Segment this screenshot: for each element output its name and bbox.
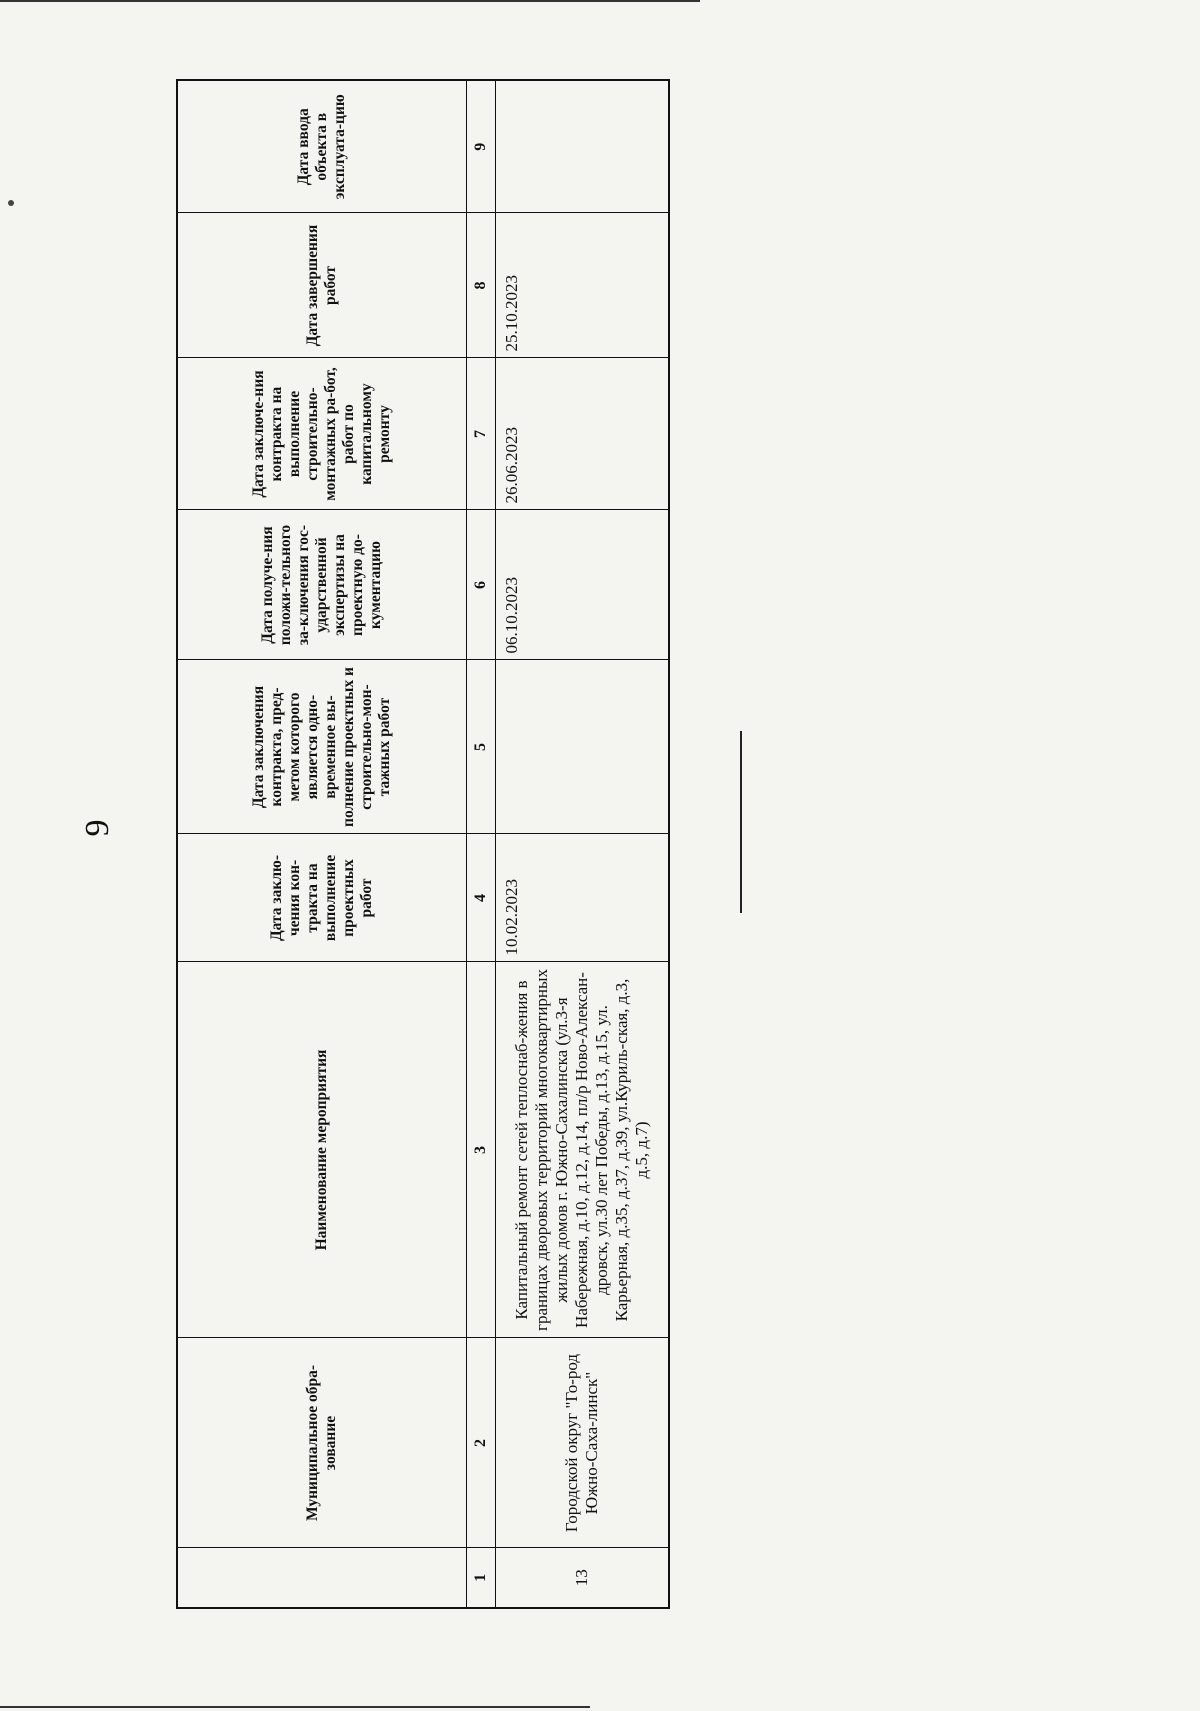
construction-contract-date-cell: 26.06.2023	[496, 358, 670, 510]
header-combined-contract-date: Дата заключения контракта, пред-метом которого является одно-временное вы-полнение проектных и строительно-мон-тажных работ	[177, 660, 467, 834]
scan-edge-top	[0, 0, 700, 2]
column-number: 6	[467, 510, 496, 660]
header-completion-date: Дата завершения работ	[177, 213, 467, 358]
row-number: 13	[496, 1548, 670, 1608]
header-cell-1	[177, 1548, 467, 1608]
table-row	[496, 80, 670, 1608]
completion-date-cell: 25.10.2023	[496, 213, 670, 358]
column-number: 7	[467, 358, 496, 510]
header-commissioning-date: Дата ввода объекта в эксплуата-цию	[177, 80, 467, 213]
header-construction-contract-date: Дата заключе-ния контракта на выполнение строительно-монтажных ра-бот, работ по капитальному ремонту	[177, 358, 467, 510]
column-number-row	[467, 80, 496, 1608]
municipality-cell: Городской округ "Го-род Южно-Саха-линск"	[496, 1338, 670, 1548]
header-event-name: Наименование мероприятия	[177, 962, 467, 1338]
schedule-table-frame	[176, 81, 651, 1609]
header-municipality: Муниципальное обра-зование	[177, 1338, 467, 1548]
schedule-table	[176, 79, 670, 1609]
column-number: 9	[467, 80, 496, 213]
column-number: 4	[467, 834, 496, 962]
scan-speck	[8, 200, 14, 206]
page-number: 9	[79, 819, 116, 837]
column-number: 1	[467, 1548, 496, 1608]
column-number: 3	[467, 962, 496, 1338]
expertise-date-cell: 06.10.2023	[496, 510, 670, 660]
column-number: 5	[467, 660, 496, 834]
scan-edge-bottom	[0, 1706, 590, 1708]
header-expertise-date: Дата получе-ния положи-тельного за-ключения гос-ударственной экспертизы на проектную до-кументацию	[177, 510, 467, 660]
column-number: 2	[467, 1338, 496, 1548]
event-name-cell: Капитальный ремонт сетей теплоснаб-жения в границах дворовых территорий многоквартирных жилых домов г. Южно-Сахалинска (ул.3-я Набережная, д.10, д.12, д.14, пл/р Ново-Алексан-дровск, ул.30 лет Победы, д.13, д.15, ул. Карьерная, д.35, д.37, д.39, ул.Куриль-ская, д.3, д.5, д.7)	[496, 962, 670, 1338]
header-design-contract-date: Дата заклю-чения кон-тракта на выполнение проектных работ	[177, 834, 467, 962]
separator-line	[740, 731, 742, 913]
column-number: 8	[467, 213, 496, 358]
header-row	[177, 80, 467, 1608]
combined-contract-date-cell	[496, 660, 670, 834]
commissioning-date-cell	[496, 80, 670, 213]
design-contract-date-cell: 10.02.2023	[496, 834, 670, 962]
